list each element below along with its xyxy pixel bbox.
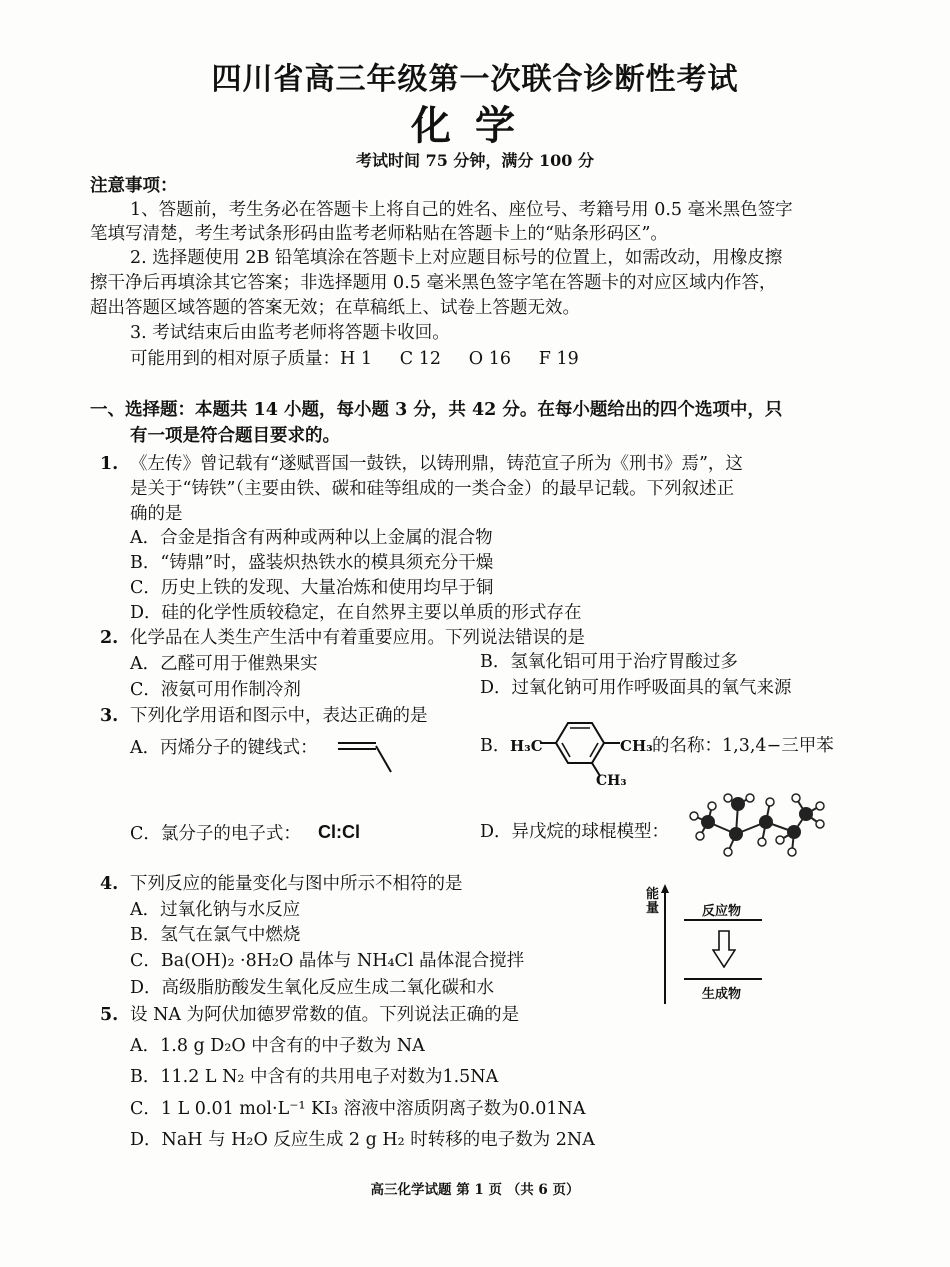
product-level-label: 生成物 bbox=[702, 987, 742, 1002]
q3-stem: 下列化学用语和图示中，表达正确的是 bbox=[130, 706, 428, 726]
q3-option-a: A．丙烯分子的键线式： bbox=[130, 738, 318, 758]
notes-heading: 注意事项： bbox=[90, 176, 178, 196]
chlorine-electron-formula: Cl:Cl bbox=[318, 822, 360, 842]
product-level-line bbox=[684, 978, 762, 980]
q1-option-b: B．“铸鼎”时，盛装炽热铁水的模具须充分干燥 bbox=[130, 553, 494, 573]
q5-option-d: D．NaH 与 H₂O 反应生成 2 g H₂ 时转移的电子数为 2NA bbox=[130, 1130, 595, 1150]
note-1b: 笔填写清楚，考生考试条形码由监考老师粘贴在答题卡上的“贴条形码区”。 bbox=[90, 224, 668, 244]
propene-skeletal-structure bbox=[336, 738, 396, 774]
q1-number: 1. bbox=[100, 454, 119, 474]
page-footer: 高三化学试题 第 1 页 （共 6 页） bbox=[370, 1182, 580, 1198]
subject-title: 化学 bbox=[411, 103, 539, 149]
down-arrow-icon bbox=[712, 930, 736, 968]
page-title: 四川省高三年级第一次联合诊断性考试 bbox=[211, 62, 739, 97]
q1-stem-1: 《左传》曾记载有“遂赋晋国一鼓铁，以铸刑鼎，铸范宣子所为《刑书》焉”，这 bbox=[130, 454, 743, 474]
q2-stem: 化学品在人类生产生活中有着重要应用。下列说法错误的是 bbox=[130, 628, 585, 648]
q2-option-b: B．氢氧化铝可用于治疗胃酸过多 bbox=[480, 652, 738, 672]
q3-option-c: C．氯分子的电子式： bbox=[130, 824, 301, 844]
q5-stem: 设 NA 为阿伏加德罗常数的值。下列说法正确的是 bbox=[130, 1005, 520, 1025]
reactant-level-line bbox=[684, 919, 762, 921]
section1-line2: 有一项是符合题目要求的。 bbox=[130, 426, 340, 446]
q1-option-d: D．硅的化学性质较稳定，在自然界主要以单质的形式存在 bbox=[130, 603, 582, 623]
q4-option-b: B．氢气在氯气中燃烧 bbox=[130, 925, 301, 945]
q3-b-name: 的名称：1,3,4−三甲苯 bbox=[652, 736, 834, 756]
energy-axis-label: 能量 bbox=[646, 887, 660, 916]
note-1a: 1、答题前，考生务必在答题卡上将自己的姓名、座位号、考籍号用 0.5 毫米黑色签字 bbox=[130, 200, 793, 220]
q4-number: 4. bbox=[100, 874, 119, 894]
q4-option-a: A．过氧化钠与水反应 bbox=[130, 900, 301, 920]
q1-stem-3: 确的是 bbox=[130, 504, 183, 524]
exam-info: 考试时间 75 分钟，满分 100 分 bbox=[356, 151, 594, 170]
reactant-level-label: 反应物 bbox=[702, 904, 742, 919]
q5-option-c: C．1 L 0.01 mol·L⁻¹ KI₃ 溶液中溶质阴离子数为0.01NA bbox=[130, 1099, 586, 1119]
isopentane-ball-stick-model bbox=[686, 792, 826, 860]
q3-b-ch3-right: CH₃ bbox=[620, 737, 653, 755]
q5-option-b: B．11.2 L N₂ 中含有的共用电子对数为1.5NA bbox=[130, 1067, 499, 1087]
q2-option-c: C．液氨可用作制冷剂 bbox=[130, 680, 301, 700]
energy-axis-arrow bbox=[660, 884, 670, 1006]
note-2c: 超出答题区域答题的答案无效；在草稿纸上、试卷上答题无效。 bbox=[90, 298, 580, 318]
q4-stem: 下列反应的能量变化与图中所示不相符的是 bbox=[130, 874, 463, 894]
q3-option-d: D．异戊烷的球棍模型： bbox=[480, 822, 670, 842]
note-2a: 2. 选择题使用 2B 铅笔填涂在答题卡上对应题目标号的位置上，如需改动，用橡皮擦 bbox=[130, 248, 783, 268]
q3-b-h3c: H₃C bbox=[510, 737, 543, 755]
section1-line1: 一、选择题：本题共 14 小题，每小题 3 分，共 42 分。在每小题给出的四个选项中，只 bbox=[90, 400, 783, 420]
note-3: 3. 考试结束后由监考老师将答题卡收回。 bbox=[130, 323, 450, 343]
energy-diagram bbox=[640, 884, 780, 1006]
q2-option-d: D．过氧化钠可用作呼吸面具的氧气来源 bbox=[480, 678, 792, 698]
q4-option-d: D．高级脂肪酸发生氧化反应生成二氧化碳和水 bbox=[130, 978, 495, 998]
q1-stem-2: 是关于“铸铁”（主要由铁、碳和硅等组成的一类合金）的最早记载。下列叙述正 bbox=[130, 479, 735, 499]
q1-option-c: C．历史上铁的发现、大量冶炼和使用均早于铜 bbox=[130, 578, 494, 598]
q2-number: 2. bbox=[100, 628, 119, 648]
q3-number: 3. bbox=[100, 706, 119, 726]
q2-option-a: A．乙醛可用于催熟果实 bbox=[130, 654, 318, 674]
q3-b-ch3-bottom: CH₃ bbox=[596, 773, 627, 789]
q5-number: 5. bbox=[100, 1005, 119, 1025]
q3-option-b-label: B． bbox=[480, 736, 511, 756]
q4-option-c: C．Ba(OH)₂ ·8H₂O 晶体与 NH₄Cl 晶体混合搅拌 bbox=[130, 951, 525, 971]
note-2b: 擦干净后再填涂其它答案；非选择题用 0.5 毫米黑色签字笔在答题卡的对应区域内作答， bbox=[90, 273, 777, 293]
q1-option-a: A．合金是指含有两种或两种以上金属的混合物 bbox=[130, 528, 493, 548]
atomic-mass: 可能用到的相对原子质量：H 1 C 12 O 16 F 19 bbox=[130, 349, 579, 369]
q5-option-a: A．1.8 g D₂O 中含有的中子数为 NA bbox=[130, 1036, 425, 1056]
